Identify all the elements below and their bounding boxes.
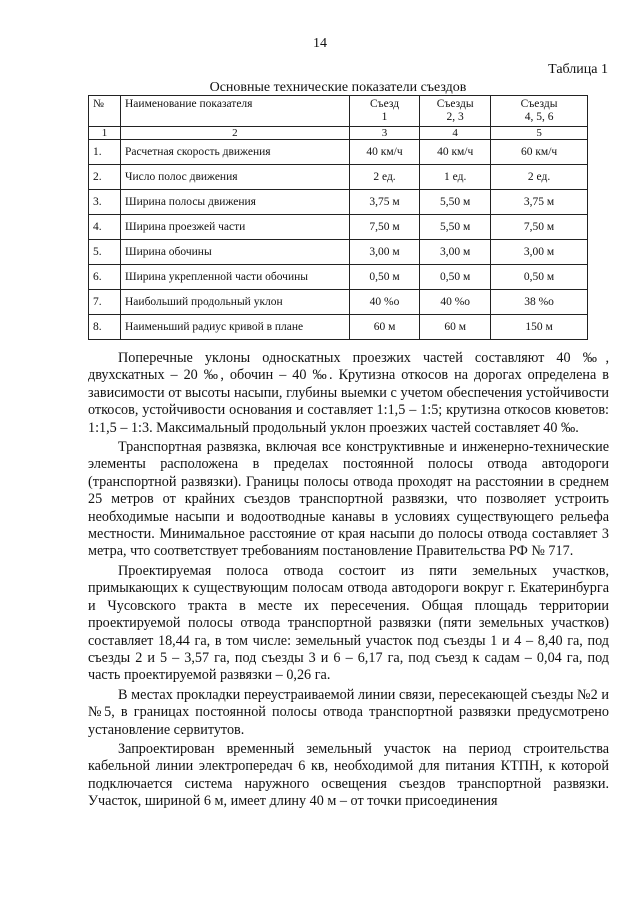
value-exits-4-5-6: 7,50 м [491,215,588,240]
indicator-name: Наименьший радиус кривой в плане [121,315,350,340]
row-number: 6. [89,265,121,290]
row-number: 7. [89,290,121,315]
value-exit-1: 3,00 м [349,240,419,265]
value-exits-2-3: 5,50 м [420,190,491,215]
table-row [89,165,588,190]
paragraph: Поперечные уклоны односкатных проезжих частей составляют 40 ‰, двухскатных – 20 ‰, обочин – 40 ‰. Крутизна откосов на дорогах определена в зависимости от высоты насыпи, глубины выемки с учетом обеспечения устойчивости откосов, устойчивости основания и составляет 1:1,5 – 1:5; крутизна откосов кюветов: 1:1,5 – 1:3. Максимальный продольный уклон проезжих частей составляет 40 ‰. [88,350,609,436]
indicator-name: Ширина полосы движения [121,190,350,215]
value-exit-1: 40 км/ч [349,140,419,165]
column-number: 4 [420,127,491,140]
value-exits-4-5-6: 2 ед. [491,165,588,190]
value-exits-4-5-6: 38 %о [491,290,588,315]
value-exits-4-5-6: 0,50 м [491,265,588,290]
table-label: Таблица 1 [548,62,608,77]
value-exits-2-3: 1 ед. [420,165,491,190]
value-exit-1: 3,75 м [349,190,419,215]
table-row [89,190,588,215]
technical-indicators-table [88,95,588,340]
indicator-name: Число полос движения [121,165,350,190]
row-number: 3. [89,190,121,215]
page-number: 14 [313,36,327,51]
paragraph: В местах прокладки переустраиваемой линии связи, пересекающей съезды №2 и №5, в границах постоянной полосы отвода транспортной развязки предусмотрено установление сервитутов. [88,686,609,738]
header-number: № [89,96,121,127]
value-exits-4-5-6: 3,75 м [491,190,588,215]
table-row [89,315,588,340]
indicator-name: Ширина укрепленной части обочины [121,265,350,290]
value-exit-1: 0,50 м [349,265,419,290]
row-number: 1. [89,140,121,165]
paragraph: Транспортная развязка, включая все конструктивные и инженерно-технические элементы расположена в пределах постоянной полосы отвода автодороги (транспортной развязки). Границы полосы отвода проходят на расстоянии в среднем 25 метров от крайних съездов транспортной развязки, что позволяет устроить необходимые насыпи и водоотводные канавы в условиях существующего рельефа местности. Минимальное расстояние от края насыпи до полосы отвода составляет 3 метра, что соответствует требованиям постановление Правительства РФ № 717. [88,439,609,560]
column-number: 2 [121,127,350,140]
indicator-name: Ширина проезжей части [121,215,350,240]
paragraph: Запроектирован временный земельный участок на период строительства кабельной линии электропередач 6 кв, необходимой для питания КТПН, к которой подключается система наружного освещения съездов транспортной развязки. Участок, шириной 6 м, имеет длину 40 м – от точки присоединения [88,740,609,810]
value-exits-2-3: 5,50 м [420,215,491,240]
value-exits-2-3: 40 %о [420,290,491,315]
paragraph: Проектируемая полоса отвода состоит из пяти земельных участков, примыкающих к существующим полосам отвода автодороги вокруг г. Екатеринбурга и Чусовского тракта в месте их пересечения. Общая площадь территории проектируемой полосы отвода транспортной развязки (пяти земельных участков) составляет 18,44 га, в том числе: земельный участок под съезды 1 и 4 – 8,40 га, под съезды 2 и 5 – 3,57 га, под съезды 3 и 6 – 6,17 га, под съезд к садам – 0,04 га, под часть проектируемой развязки – 0,26 га. [88,562,609,684]
value-exits-2-3: 0,50 м [420,265,491,290]
value-exit-1: 40 %о [349,290,419,315]
row-number: 5. [89,240,121,265]
value-exits-2-3: 3,00 м [420,240,491,265]
row-number: 4. [89,215,121,240]
indicator-name: Расчетная скорость движения [121,140,350,165]
row-number: 2. [89,165,121,190]
column-number: 1 [89,127,121,140]
value-exit-1: 7,50 м [349,215,419,240]
table-caption: Основные технические показатели съездов [209,80,467,95]
header-indicator-name: Наименование показателя [121,96,350,127]
body-text [88,350,609,813]
indicator-name: Ширина обочины [121,240,350,265]
table-header-row [89,96,588,127]
table-row [89,290,588,315]
value-exits-2-3: 40 км/ч [420,140,491,165]
header-exits-2-3: Съезды 2, 3 [420,96,491,127]
value-exit-1: 60 м [349,315,419,340]
column-number: 5 [491,127,588,140]
indicator-name: Наибольший продольный уклон [121,290,350,315]
value-exits-2-3: 60 м [420,315,491,340]
value-exits-4-5-6: 150 м [491,315,588,340]
column-number: 3 [349,127,419,140]
column-number-row [89,127,588,140]
table-row [89,140,588,165]
row-number: 8. [89,315,121,340]
value-exits-4-5-6: 60 км/ч [491,140,588,165]
header-exits-4-5-6: Съезды 4, 5, 6 [491,96,588,127]
table-row [89,240,588,265]
value-exits-4-5-6: 3,00 м [491,240,588,265]
value-exit-1: 2 ед. [349,165,419,190]
table-row [89,215,588,240]
header-exit-1: Съезд 1 [349,96,419,127]
table-row [89,265,588,290]
table-body [89,140,588,340]
